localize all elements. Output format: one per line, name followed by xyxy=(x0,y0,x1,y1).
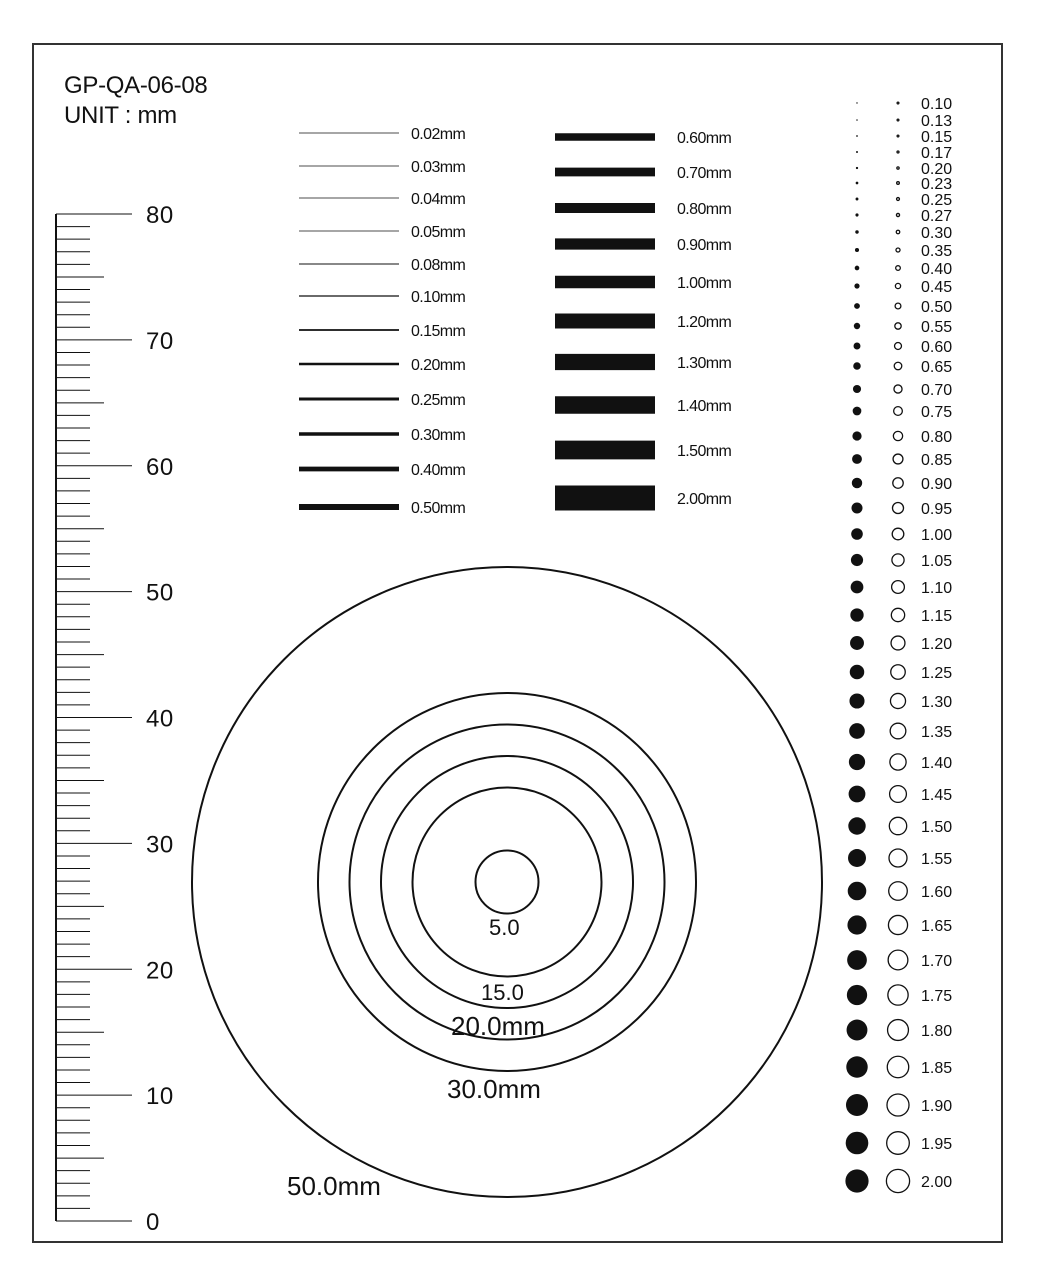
dot-filled xyxy=(845,1169,868,1192)
ruler-label: 20 xyxy=(146,957,174,985)
line-sample-label: 1.50mm xyxy=(677,443,732,460)
dot-filled xyxy=(855,266,860,271)
line-sample-label: 0.25mm xyxy=(411,392,466,409)
circle-ring xyxy=(476,851,539,914)
dot-hollow xyxy=(893,431,902,440)
dot-filled xyxy=(852,454,862,464)
dot-hollow xyxy=(896,230,899,233)
line-sample-label: 0.08mm xyxy=(411,257,466,274)
ruler-label: 50 xyxy=(146,579,174,607)
dot-label: 1.95 xyxy=(921,1136,953,1153)
line-sample xyxy=(555,396,655,414)
circle-label: 15.0 xyxy=(481,980,524,1005)
dot-label: 1.15 xyxy=(921,608,953,625)
dot-filled xyxy=(852,431,861,440)
circle-ring xyxy=(381,756,633,1008)
unit-label: UNIT : mm xyxy=(64,102,177,129)
dot-filled xyxy=(856,151,858,153)
dot-label: 0.13 xyxy=(921,113,953,130)
line-sample-label: 0.90mm xyxy=(677,237,732,254)
dot-filled xyxy=(852,478,862,488)
dot-label: 0.70 xyxy=(921,382,953,399)
line-sample-label: 0.40mm xyxy=(411,462,466,479)
dot-label: 0.55 xyxy=(921,319,953,336)
dot-hollow xyxy=(896,213,899,216)
dot-label: 0.80 xyxy=(921,429,953,446)
dot-filled xyxy=(846,1094,868,1116)
circle-label: 5.0 xyxy=(489,915,520,940)
dot-label: 0.23 xyxy=(921,176,953,193)
dot-hollow xyxy=(887,1132,910,1155)
dot-hollow xyxy=(895,323,901,329)
dot-label: 1.20 xyxy=(921,636,953,653)
dot-label: 1.85 xyxy=(921,1060,953,1077)
dot-label: 1.50 xyxy=(921,819,953,836)
line-sample-label: 1.40mm xyxy=(677,398,732,415)
dot-hollow xyxy=(888,950,908,970)
dot-label: 1.25 xyxy=(921,665,953,682)
line-sample-label: 0.15mm xyxy=(411,323,466,340)
dot-hollow xyxy=(890,786,907,803)
dot-label: 1.55 xyxy=(921,851,953,868)
ruler-label: 60 xyxy=(146,453,174,481)
dot-filled xyxy=(848,849,866,867)
circle-label: 50.0mm xyxy=(287,1171,381,1201)
dot-filled xyxy=(854,343,861,350)
dot-filled xyxy=(849,693,864,708)
dot-label: 1.10 xyxy=(921,580,953,597)
dot-hollow xyxy=(888,985,908,1005)
dot-filled xyxy=(849,754,865,770)
dot-size-gauge xyxy=(845,96,952,1193)
dot-filled xyxy=(856,135,858,137)
dot-hollow xyxy=(888,1020,909,1041)
dot-filled xyxy=(854,303,860,309)
dot-filled xyxy=(854,323,860,329)
dot-hollow xyxy=(889,882,908,901)
dot-hollow xyxy=(892,502,903,513)
dot-filled xyxy=(856,102,857,103)
dot-label: 1.45 xyxy=(921,787,953,804)
dot-label: 0.45 xyxy=(921,279,953,296)
line-sample xyxy=(555,314,655,329)
dot-label: 0.65 xyxy=(921,359,953,376)
dot-hollow xyxy=(895,343,902,350)
dot-hollow xyxy=(894,362,902,370)
dot-label: 0.60 xyxy=(921,339,953,356)
dot-label: 0.17 xyxy=(921,145,953,162)
dot-hollow xyxy=(893,478,903,488)
dot-hollow xyxy=(897,119,899,121)
dot-filled xyxy=(856,182,859,185)
circle-ring xyxy=(413,788,602,977)
line-sample xyxy=(555,276,655,289)
dot-label: 1.80 xyxy=(921,1023,953,1040)
dot-hollow xyxy=(890,754,906,770)
line-sample-label: 0.10mm xyxy=(411,289,466,306)
dot-hollow xyxy=(897,167,899,169)
dot-filled xyxy=(851,554,863,566)
dot-label: 1.65 xyxy=(921,918,953,935)
dot-label: 0.40 xyxy=(921,261,953,278)
dot-hollow xyxy=(897,151,899,153)
dot-hollow xyxy=(897,135,899,137)
line-sample xyxy=(555,441,655,460)
dot-label: 1.75 xyxy=(921,988,953,1005)
line-sample-label: 0.30mm xyxy=(411,427,466,444)
chart-code: GP-QA-06-08 xyxy=(64,72,208,99)
ruler-label: 10 xyxy=(146,1083,174,1111)
dot-filled xyxy=(848,882,867,901)
dot-filled xyxy=(851,581,864,594)
line-sample-label: 0.50mm xyxy=(411,500,466,517)
line-sample-label: 0.70mm xyxy=(677,165,732,182)
dot-hollow xyxy=(896,266,901,271)
dot-label: 0.50 xyxy=(921,299,953,316)
dot-label: 0.90 xyxy=(921,476,953,493)
dot-label: 0.25 xyxy=(921,192,953,209)
dot-label: 1.70 xyxy=(921,953,953,970)
line-sample-label: 0.60mm xyxy=(677,130,732,147)
ruler-label: 40 xyxy=(146,705,174,733)
dot-label: 0.35 xyxy=(921,243,953,260)
ruler-label: 70 xyxy=(146,327,174,355)
dot-hollow xyxy=(890,693,905,708)
dot-label: 0.75 xyxy=(921,404,953,421)
line-sample xyxy=(555,486,655,511)
dot-filled xyxy=(856,198,859,201)
dot-filled xyxy=(855,248,859,252)
dot-filled xyxy=(855,213,858,216)
dot-hollow xyxy=(886,1169,909,1192)
dot-label: 0.30 xyxy=(921,225,953,242)
dot-hollow xyxy=(892,528,904,540)
dot-label: 1.05 xyxy=(921,553,953,570)
dot-hollow xyxy=(891,665,906,680)
dot-filled xyxy=(853,385,861,393)
dot-filled xyxy=(846,1132,869,1155)
line-sample-label: 1.00mm xyxy=(677,275,732,292)
circle-label: 30.0mm xyxy=(447,1074,541,1104)
dot-hollow xyxy=(894,385,902,393)
dot-label: 1.90 xyxy=(921,1098,953,1115)
dot-filled xyxy=(850,665,865,680)
dot-filled xyxy=(855,230,858,233)
dot-hollow xyxy=(888,915,907,934)
dot-filled xyxy=(851,502,862,513)
dot-hollow xyxy=(891,636,905,650)
dot-hollow xyxy=(890,723,906,739)
dot-filled xyxy=(853,362,861,370)
dot-filled xyxy=(847,985,867,1005)
dot-label: 1.40 xyxy=(921,755,953,772)
dot-hollow xyxy=(895,303,901,309)
dot-label: 0.15 xyxy=(921,129,953,146)
line-sample xyxy=(555,168,655,177)
dot-hollow xyxy=(897,198,900,201)
dot-label: 0.20 xyxy=(921,161,953,178)
dot-hollow xyxy=(894,407,903,416)
line-sample-label: 0.20mm xyxy=(411,357,466,374)
line-sample-label: 0.04mm xyxy=(411,191,466,208)
dot-filled xyxy=(849,786,866,803)
dot-hollow xyxy=(887,1056,908,1077)
dot-label: 0.27 xyxy=(921,208,953,225)
ruler-label: 30 xyxy=(146,831,174,859)
line-sample xyxy=(555,203,655,213)
line-sample-label: 0.03mm xyxy=(411,159,466,176)
ruler-label: 0 xyxy=(146,1209,160,1236)
dot-hollow xyxy=(897,102,899,104)
line-sample-label: 2.00mm xyxy=(677,491,732,508)
dot-filled xyxy=(849,723,865,739)
dot-hollow xyxy=(892,581,905,594)
dot-filled xyxy=(850,636,864,650)
dot-hollow xyxy=(891,608,904,621)
dot-hollow xyxy=(889,817,906,834)
dot-filled xyxy=(847,950,867,970)
dot-hollow xyxy=(892,554,904,566)
line-sample-label: 0.02mm xyxy=(411,126,466,143)
line-sample xyxy=(555,133,655,141)
dot-filled xyxy=(846,1056,867,1077)
dot-label: 0.10 xyxy=(921,96,953,113)
dot-label: 1.30 xyxy=(921,694,953,711)
dot-label: 1.60 xyxy=(921,884,953,901)
concentric-circles xyxy=(192,567,822,1201)
dot-filled xyxy=(850,608,863,621)
dot-label: 0.85 xyxy=(921,452,953,469)
dot-label: 1.00 xyxy=(921,527,953,544)
dot-filled xyxy=(856,119,858,121)
dot-label: 2.00 xyxy=(921,1174,953,1191)
dot-hollow xyxy=(887,1094,909,1116)
line-width-samples-left xyxy=(299,126,465,517)
dot-filled xyxy=(856,167,858,169)
dot-filled xyxy=(848,817,865,834)
dot-label: 1.35 xyxy=(921,724,953,741)
dot-hollow xyxy=(895,283,900,288)
dot-hollow xyxy=(896,248,900,252)
dot-filled xyxy=(854,283,859,288)
dot-hollow xyxy=(893,454,903,464)
line-sample-label: 0.05mm xyxy=(411,224,466,241)
line-sample-label: 1.20mm xyxy=(677,314,732,331)
line-sample-label: 0.80mm xyxy=(677,201,732,218)
line-sample xyxy=(555,354,655,370)
dot-filled xyxy=(853,407,862,416)
dot-label: 0.95 xyxy=(921,501,953,518)
dot-filled xyxy=(847,1020,868,1041)
line-sample xyxy=(555,238,655,249)
dot-hollow xyxy=(897,182,900,185)
circle-label: 20.0mm xyxy=(451,1011,545,1041)
ruler xyxy=(56,202,174,1236)
line-width-samples-right xyxy=(555,130,731,511)
line-sample-label: 1.30mm xyxy=(677,355,732,372)
dot-filled xyxy=(851,528,863,540)
dot-filled xyxy=(847,915,866,934)
dot-hollow xyxy=(889,849,907,867)
ruler-label: 80 xyxy=(146,202,174,229)
